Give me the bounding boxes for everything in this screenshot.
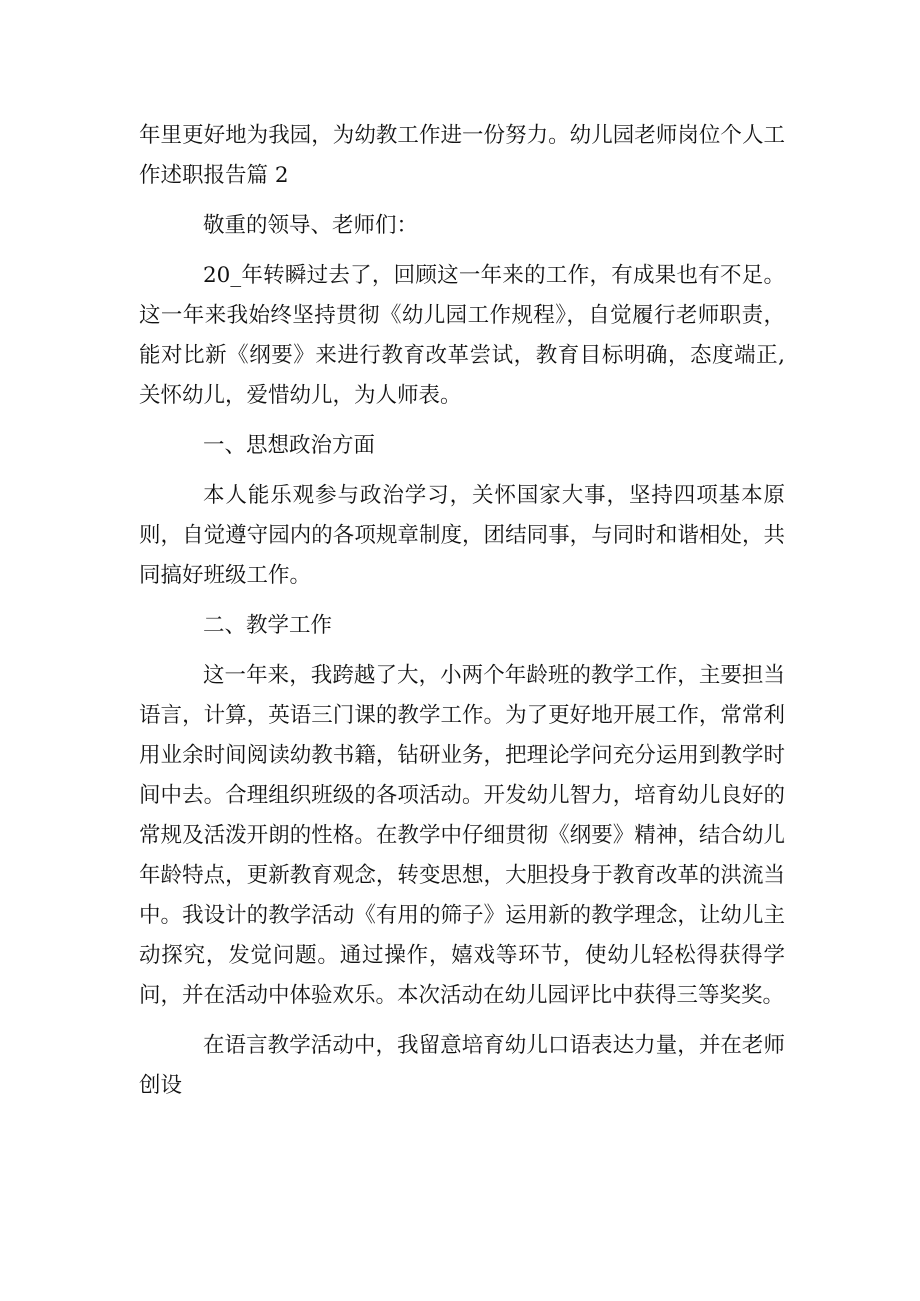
paragraph-intro: 20_年转瞬过去了，回顾这一年来的工作，有成果也有不足。这一年来我始终坚持贯彻《幼儿园工作规程》，自觉履行老师职责，能对比新《纲要》来进行教育改革尝试，教育目标明确，态度端正,关怀幼儿，爱惜幼儿，为人师表。 <box>139 263 785 408</box>
paragraph-teaching: 这一年来，我跨越了大，小两个年龄班的教学工作，主要担当语言，计算，英语三门课的教学工作。为了更好地开展工作，常常利用业余时间阅读幼教书籍，钻研业务，把理论学问充分运用到教学时间中去。合理组织班级的各项活动。开发幼儿智力，培育幼儿良好的常规及活泼开朗的性格。在教学中仔细贯彻《纲要》精神，结合幼儿年龄特点，更新教育观念，转变思想，大胆投身于教育改革的洪流当中。我设计的教学活动《有用的筛子》运用新的教学理念，让幼儿主动探究，发觉问题。通过操作，嬉戏等环节，使幼儿轻松得获得学问，并在活动中体验欢乐。本次活动在幼儿园评比中获得三等奖奖。 <box>139 663 785 1008</box>
section-heading-teaching: 二、教学工作 <box>203 613 333 638</box>
paragraph-language-teaching: 在语言教学活动中，我留意培育幼儿口语表达力量，并在老师创设 <box>139 1033 785 1098</box>
section-heading-politics: 一、思想政治方面 <box>203 433 376 458</box>
salutation: 敬重的领导、老师们： <box>203 213 419 238</box>
paragraph-politics: 本人能乐观参与政治学习，关怀国家大事，坚持四项基本原则，自觉遵守园内的各项规章制度，团结同事，与同时和谐相处，共同搞好班级工作。 <box>139 483 785 588</box>
document-body <box>139 116 785 1116</box>
paragraph-continuation: 年里更好地为我园，为幼教工作进一份努力。幼儿园老师岗位个人工作述职报告篇 2 <box>139 123 785 188</box>
